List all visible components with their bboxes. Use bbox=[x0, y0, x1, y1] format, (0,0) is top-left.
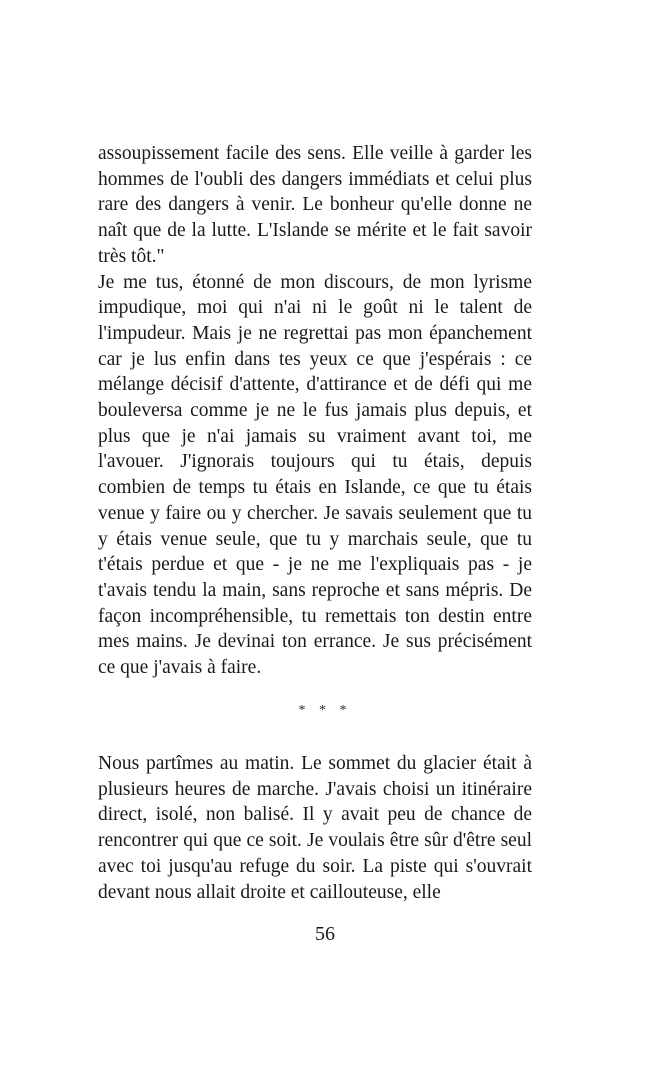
paragraph: Je me tus, étonné de mon discours, de mon lyrisme impudique, moi qui n'ai ni le goût ni le talent de l'impudeur. Mais je ne regrettai pas mon épanchement car je lus enfin dans tes yeux ce que j'espérais : ce mélange décisif d'attente, d'attirance et de défi qui me bouleversa comme je ne le fus jamais plus depuis, et plus que je n'ai jamais su vraiment avant toi, me l'avouer. J'ignorais toujours qui tu étais, depuis combien de temps tu étais en Islande, ce que tu étais venue y faire ou y chercher. Je savais seulement que tu y étais venue seule, que tu y marchais seule, que tu t'étais perdue et que - je ne me l'expliquais pas - je t'avais tendu la main, sans reproche et sans mépris. De façon incompréhensible, tu remettais ton destin entre mes mains. Je devinai ton errance. Je sus précisément ce que j'avais à faire. bbox=[98, 271, 532, 679]
paragraph: Nous partîmes au matin. Le sommet du glacier était à plusieurs heures de marche. J'avais choisi un itinéraire direct, isolé, non balisé. Il y avait peu de chance de rencontrer qui que ce soit. Je voulais être sûr d'être seul avec toi jusqu'au refuge du soir. La piste qui s'ouvrait devant nous allait droite et caillouteuse, elle bbox=[98, 753, 532, 903]
section-separator: * * * bbox=[298, 703, 352, 718]
text-block-bottom bbox=[98, 751, 532, 905]
page-number: 56 bbox=[315, 923, 335, 945]
text-block-top bbox=[98, 141, 532, 681]
paragraph: assoupissement facile des sens. Elle veille à garder les hommes de l'oubli des dangers immédiats et celui plus rare des dangers à venir. Le bonheur qu'elle donne ne naît que de la lutte. L'Islande se mérite et le fait savoir très tôt." bbox=[98, 143, 532, 267]
